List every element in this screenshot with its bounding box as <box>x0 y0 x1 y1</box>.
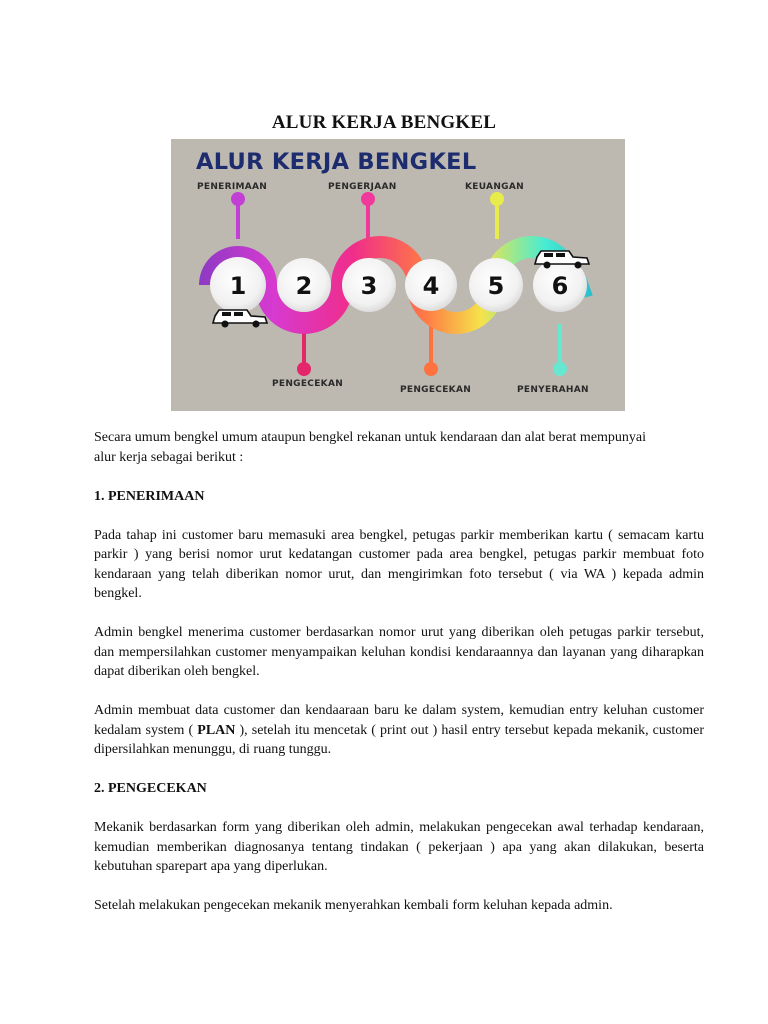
workflow-infographic <box>171 139 625 411</box>
pin-top-5 <box>490 192 504 206</box>
step-number: 1 <box>229 272 247 300</box>
paragraph-text: Admin membuat data customer dan kendaaraan baru ke dalam system, kemudian entry keluhan customer kedalam system ( <box>94 703 704 738</box>
paragraph: Mekanik berdasarkan form yang diberikan oleh admin, melakukan pengecekan awal terhadap kendaraan, kemudian memberikan diagnosanya tentang tindakan ( pekerjaan ) apa yang akan dilakukan, beserta kebutuhan sparepart apa yang diperlukan. <box>94 820 704 874</box>
pin-bottom-4 <box>424 362 438 376</box>
step-number: 3 <box>360 272 378 300</box>
pin-bottom-6 <box>553 362 567 376</box>
pin-top-1 <box>231 192 245 206</box>
step-4 <box>405 259 457 311</box>
step-number: 6 <box>551 272 569 300</box>
section-heading-pengecekan: 2. PENGECEKAN <box>94 781 207 796</box>
step-5 <box>469 258 523 312</box>
step-number: 5 <box>487 272 505 300</box>
document-title: ALUR KERJA BENGKEL <box>271 112 497 133</box>
step-1 <box>210 257 266 313</box>
paragraph: Setelah melakukan pengecekan mekanik menyerahkan kembali form keluhan kepada admin. <box>94 898 613 913</box>
step-number: 4 <box>422 272 440 300</box>
pin-bottom-2 <box>297 362 311 376</box>
intro-line-1: Secara umum bengkel umum ataupun bengkel rekanan untuk kendaraan dan alat berat mempunyai <box>94 430 647 445</box>
label-keuangan: KEUANGAN <box>465 182 524 192</box>
label-penerimaan: PENERIMAAN <box>197 182 268 192</box>
step-3 <box>342 258 396 312</box>
label-pengecekan-1: PENGECEKAN <box>272 379 344 389</box>
infographic-title: ALUR KERJA BENGKEL <box>196 149 477 175</box>
step-2 <box>277 258 331 312</box>
label-pengerjaan: PENGERJAAN <box>328 182 397 192</box>
intro-line-2: alur kerja sebagai berikut : <box>94 449 244 465</box>
paragraph: Admin bengkel menerima customer berdasarkan nomor urut yang diberikan oleh petugas parkir tersebut, dan mempersilahkan customer menyampaikan keluhan kondisi kendaraannya dan layanan yang diharapkan dapat diberikan oleh bengkel. <box>94 625 704 679</box>
paragraph <box>94 701 704 760</box>
plan-keyword: PLAN <box>197 722 236 738</box>
pin-top-3 <box>361 192 375 206</box>
step-number: 2 <box>295 272 313 300</box>
label-penyerahan: PENYERAHAN <box>517 385 589 395</box>
paragraph-text: ), setelah itu mencetak ( print out ) hasil entry tersebut kepada mekanik, customer dipersilahkan menunggu, di ruang tunggu. <box>94 722 704 757</box>
paragraph: Pada tahap ini customer baru memasuki area bengkel, petugas parkir memberikan kartu ( semacam kartu parkir ) yang berisi nomor urut kedatangan customer pada area bengkel, petugas parkir membuat foto kendaraan yang telah diberikan nomor urut, dan mengirimkan foto tersebut ( via WA ) kepada admin bengkel. <box>94 527 704 601</box>
document-body <box>94 428 704 916</box>
section-heading-penerimaan: 1. PENERIMAAN <box>94 488 205 504</box>
label-pengecekan-2: PENGECEKAN <box>400 385 472 395</box>
